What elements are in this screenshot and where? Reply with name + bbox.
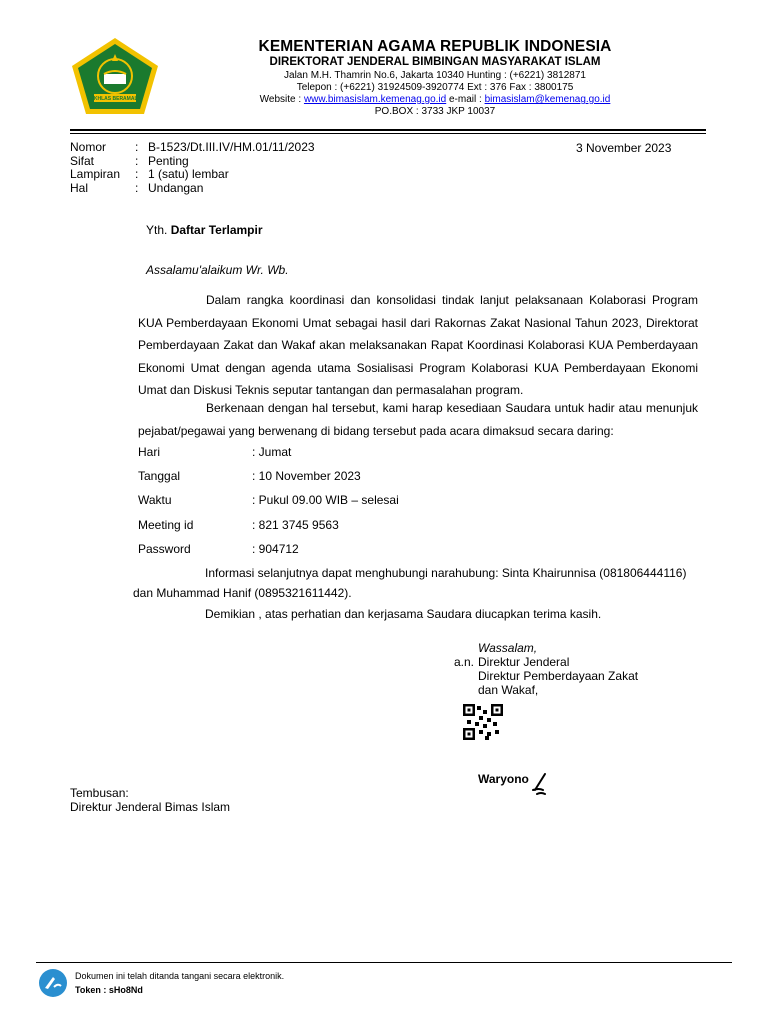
wassalam: Wassalam, bbox=[478, 641, 538, 655]
greeting: Assalamu'alaikum Wr. Wb. bbox=[146, 263, 289, 277]
meta-key: Sifat bbox=[70, 153, 95, 168]
website-link[interactable]: www.bimasislam.kemenag.go.id bbox=[303, 94, 447, 105]
meta-value: B-1523/Dt.III.IV/HM.01/11/2023 bbox=[148, 140, 315, 154]
sign-title-3: dan Wakaf, bbox=[478, 683, 539, 697]
event-value: : 821 3745 9563 bbox=[252, 518, 339, 532]
digital-signature-icon bbox=[38, 968, 68, 998]
meta-value: 1 (satu) lembar bbox=[148, 167, 229, 181]
tembusan-label: Tembusan: bbox=[70, 786, 129, 800]
meta-value: Penting bbox=[148, 153, 189, 168]
qr-code bbox=[463, 704, 503, 740]
meta-row-sifat: Sifat : Penting bbox=[70, 153, 189, 168]
meta-key: Nomor bbox=[70, 140, 107, 154]
kemenag-logo bbox=[68, 36, 162, 118]
footer-token: Token : sHo8Nd bbox=[75, 985, 143, 995]
directorate-title: DIREKTORAT JENDERAL BIMBINGAN MASYARAKAT ISLAM bbox=[269, 56, 601, 68]
event-row-tanggal bbox=[138, 469, 361, 483]
sign-title-2: Direktur Pemberdayaan Zakat bbox=[478, 669, 639, 683]
email-label: e-mail : bbox=[449, 94, 482, 105]
meta-row-nomor: Nomor : B-1523/Dt.III.IV/HM.01/11/2023 bbox=[70, 140, 315, 154]
event-row-password bbox=[138, 542, 299, 556]
event-key: Meeting id bbox=[138, 518, 194, 532]
paragraph-text: Dalam rangka koordinasi dan konsolidasi tindak lanjut pelaksanaan Kolaborasi Program KUA Pemberdayaan Ekonomi Umat sebagai hasil dari Rakornas Zakat Nasional Tahun 2023, Direktorat Pemberdayaan Zakat dan Wakaf akan melaksanakan Rapat Koordinasi Kolaborasi KUA Pemberdayaan Ekonomi Umat dengan agenda utama Sosialisasi Program Kolaborasi KUA Pemberdayaan Ekonomi Umat dan Diskusi Teknis seputar tantangan dan permasalahan program. bbox=[138, 293, 698, 397]
meta-key: Lampiran bbox=[70, 167, 121, 181]
meta-row-hal: Hal : Undangan bbox=[70, 180, 204, 195]
contact-line bbox=[210, 94, 660, 106]
event-value: : Jumat bbox=[252, 445, 292, 459]
sign-an: a.n. bbox=[454, 655, 475, 669]
signatory-name: Waryono bbox=[478, 772, 529, 786]
tembusan-item: Direktur Jenderal Bimas Islam bbox=[70, 800, 231, 814]
event-key: Tanggal bbox=[138, 469, 181, 483]
pobox-line: PO.BOX : 3733 JKP 10037 bbox=[374, 106, 496, 117]
letterhead-divider-thin bbox=[70, 133, 706, 134]
signature-mark bbox=[531, 770, 551, 798]
meta-key: Hal bbox=[70, 180, 89, 195]
tembusan bbox=[70, 786, 230, 814]
recipient-name: Daftar Terlampir bbox=[170, 223, 263, 237]
event-key: Password bbox=[138, 542, 191, 556]
closing-line: Demikian , atas perhatian dan kerjasama Saudara diucapkan terima kasih. bbox=[205, 607, 602, 621]
paragraph-text: Berkenaan dengan hal tersebut, kami harap kesediaan Saudara untuk hadir atau menunjuk pejabat/pegawai yang berwenang di bidang tersebut pada acara dimaksud secara daring: bbox=[138, 401, 698, 438]
event-value: : Pukul 09.00 WIB – selesai bbox=[252, 493, 399, 507]
meta-value: Undangan bbox=[148, 180, 204, 195]
event-value: : 10 November 2023 bbox=[252, 469, 361, 483]
letter-meta bbox=[70, 141, 315, 195]
sign-title-1: Direktur Jenderal bbox=[478, 655, 570, 669]
website-label: Website : bbox=[259, 94, 302, 105]
body-paragraph-2 bbox=[138, 397, 698, 442]
letterhead-divider bbox=[70, 129, 706, 131]
email-link[interactable]: bimasislam@kemenag.go.id bbox=[484, 94, 611, 105]
contact-info-line2: dan Muhammad Hanif (0895321611442). bbox=[133, 586, 352, 600]
event-value: : 904712 bbox=[252, 542, 299, 556]
recipient bbox=[146, 223, 263, 237]
contact-info-line1: Informasi selanjutnya dapat menghubungi narahubung: Sinta Khairunnisa (081806444116) bbox=[205, 566, 687, 580]
event-key: Hari bbox=[138, 445, 161, 459]
footer-note: Dokumen ini telah ditanda tangani secara elektronik. bbox=[75, 971, 285, 981]
ministry-title: KEMENTERIAN AGAMA REPUBLIK INDONESIA bbox=[258, 38, 612, 55]
event-row-hari bbox=[138, 445, 291, 459]
footer-divider bbox=[36, 962, 732, 963]
recipient-prefix: Yth. bbox=[146, 223, 168, 237]
address-line: Jalan M.H. Thamrin No.6, Jakarta 10340 Hunting : (+6221) 3812871 bbox=[284, 70, 586, 81]
event-row-meeting-id bbox=[138, 518, 339, 532]
event-key: Waktu bbox=[138, 493, 172, 507]
logo-motto: IKHLAS BERAMAL bbox=[92, 96, 138, 102]
body-paragraph-1 bbox=[138, 289, 698, 402]
meta-row-lampiran: Lampiran : 1 (satu) lembar bbox=[70, 167, 229, 181]
event-row-waktu bbox=[138, 493, 399, 507]
telephone-line: Telepon : (+6221) 31924509-3920774 Ext : 376 Fax : 3800175 bbox=[296, 82, 574, 93]
letter-date: 3 November 2023 bbox=[576, 141, 672, 155]
